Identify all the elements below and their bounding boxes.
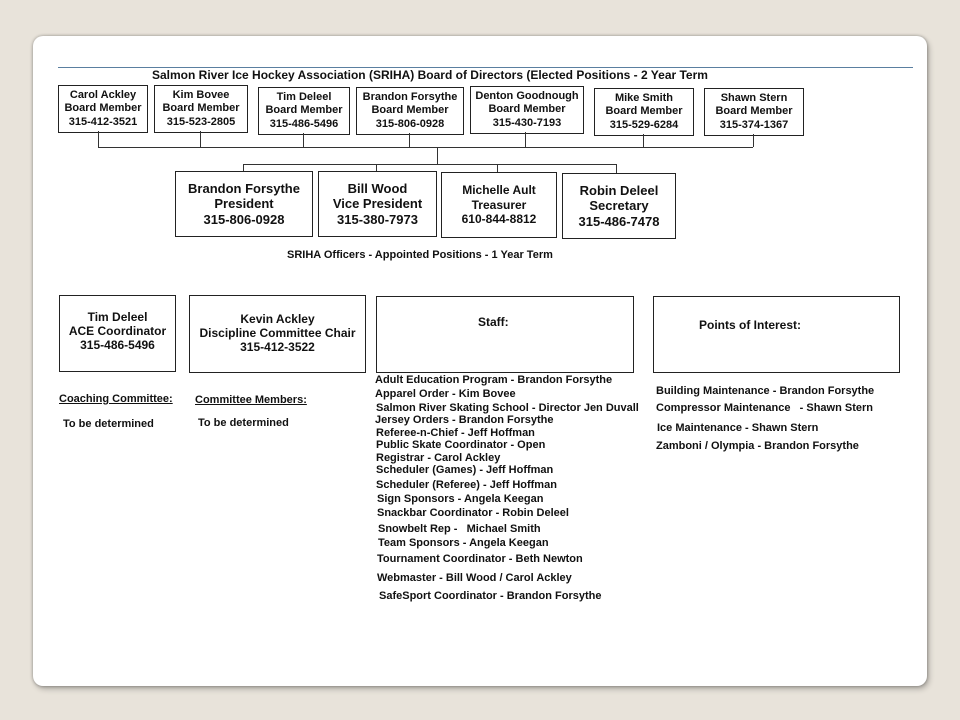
- officer-role: Secretary: [589, 198, 649, 214]
- member-name: Brandon Forsythe: [362, 91, 458, 104]
- officer-role: President: [214, 196, 274, 212]
- officer-box: [562, 173, 676, 239]
- member-phone: 315-412-3521: [68, 115, 138, 128]
- member-role: Board Member: [64, 102, 142, 115]
- member-name: Kim Bovee: [172, 89, 230, 102]
- officer-role: Treasurer: [471, 197, 527, 212]
- board-member-box: [154, 85, 248, 133]
- poi-item: Building Maintenance - Brandon Forsythe: [656, 385, 875, 397]
- coaching-committee-value: To be determined: [63, 418, 154, 430]
- officer-name: Michelle Ault: [462, 183, 536, 198]
- ace-name: Tim Deleel: [87, 310, 148, 324]
- board-connector-drop: [303, 133, 304, 147]
- staff-item: Scheduler (Referee) - Jeff Hoffman: [376, 479, 557, 491]
- board-connector-drop: [643, 134, 644, 147]
- staff-item: Snackbar Coordinator - Robin Deleel: [377, 507, 569, 519]
- board-member-box: [258, 87, 350, 135]
- board-connector-drop: [525, 132, 526, 147]
- officer-box: [318, 171, 437, 237]
- coaching-committee-label: Coaching Committee:: [59, 393, 173, 405]
- staff-item: Sign Sponsors - Angela Keegan: [377, 493, 544, 505]
- discipline-role: Discipline Committee Chair: [199, 326, 356, 340]
- member-phone: 315-523-2805: [166, 115, 236, 128]
- officer-phone: 315-806-0928: [203, 211, 285, 227]
- staff-item: Webmaster - Bill Wood / Carol Ackley: [377, 572, 572, 584]
- staff-item: Tournament Coordinator - Beth Newton: [377, 553, 583, 565]
- ace-phone: 315-486-5496: [80, 338, 155, 352]
- member-name: Tim Deleel: [276, 91, 332, 104]
- member-name: Shawn Stern: [720, 92, 788, 105]
- member-role: Board Member: [488, 103, 566, 116]
- staff-item: Apparel Order - Kim Bovee: [375, 388, 516, 400]
- discipline-box: [189, 295, 366, 373]
- officer-box: [175, 171, 313, 237]
- staff-item: SafeSport Coordinator - Brandon Forsythe: [379, 590, 602, 602]
- officer-phone: 610-844-8812: [461, 212, 537, 227]
- committee-members-value: To be determined: [198, 417, 289, 429]
- poi-item: Compressor Maintenance - Shawn Stern: [656, 402, 873, 414]
- member-phone: 315-430-7193: [492, 116, 562, 129]
- staff-box: [376, 296, 634, 373]
- ace-box: [59, 295, 176, 372]
- member-role: Board Member: [371, 104, 449, 117]
- member-phone: 315-486-5496: [269, 117, 339, 130]
- member-role: Board Member: [265, 104, 343, 117]
- member-name: Mike Smith: [614, 92, 674, 105]
- officer-connector-trunk: [437, 147, 438, 164]
- staff-item: Jersey Orders - Brandon Forsythe: [375, 414, 554, 426]
- poi-item: Zamboni / Olympia - Brandon Forsythe: [656, 440, 859, 452]
- officer-connector-drop: [497, 164, 498, 172]
- officer-name: Robin Deleel: [579, 182, 659, 198]
- board-member-box: [356, 87, 464, 135]
- discipline-phone: 315-412-3522: [240, 340, 315, 354]
- staff-item: Team Sponsors - Angela Keegan: [378, 537, 549, 549]
- member-role: Board Member: [162, 102, 240, 115]
- officer-connector-drop: [616, 164, 617, 173]
- points-of-interest-box: [653, 296, 900, 373]
- officer-connector-drop: [376, 164, 377, 171]
- board-member-box: [594, 88, 694, 136]
- poi-item: Ice Maintenance - Shawn Stern: [657, 422, 819, 434]
- staff-item: Salmon River Skating School - Director Jen Duvall: [376, 402, 639, 414]
- officer-connector-bar: [243, 164, 616, 165]
- staff-item: Public Skate Coordinator - Open: [376, 439, 546, 451]
- board-connector-drop: [98, 131, 99, 147]
- officer-phone: 315-380-7973: [337, 211, 418, 227]
- staff-item: Registrar - Carol Ackley: [376, 452, 501, 464]
- staff-item: Scheduler (Games) - Jeff Hoffman: [376, 464, 554, 476]
- board-member-box: [58, 85, 148, 133]
- officer-phone: 315-486-7478: [578, 213, 660, 229]
- board-connector-bar: [98, 147, 753, 148]
- board-connector-drop: [200, 131, 201, 147]
- staff-title: Staff:: [478, 315, 509, 329]
- board-title: Salmon River Ice Hockey Association (SRIHA) Board of Directors (Elected Positions - 2 Year Term: [152, 68, 708, 82]
- board-member-box: [704, 88, 804, 136]
- member-role: Board Member: [715, 105, 793, 118]
- staff-item: Referee-n-Chief - Jeff Hoffman: [376, 427, 535, 439]
- board-connector-drop: [409, 133, 410, 147]
- officer-box: [441, 172, 557, 238]
- member-name: Denton Goodnough: [475, 90, 579, 103]
- member-phone: 315-374-1367: [719, 118, 789, 131]
- discipline-name: Kevin Ackley: [240, 312, 315, 326]
- ace-role: ACE Coordinator: [68, 324, 167, 338]
- officer-name: Bill Wood: [347, 180, 408, 196]
- member-role: Board Member: [605, 105, 683, 118]
- officer-connector-drop: [243, 164, 244, 171]
- member-name: Carol Ackley: [69, 89, 137, 102]
- board-member-box: [470, 86, 584, 134]
- points-title: Points of Interest:: [699, 318, 802, 332]
- officer-role: Vice President: [332, 196, 423, 212]
- staff-item: Adult Education Program - Brandon Forsythe: [375, 374, 613, 386]
- staff-item: Snowbelt Rep - Michael Smith: [378, 523, 541, 535]
- appointed-title: SRIHA Officers - Appointed Positions - 1 Year Term: [287, 249, 553, 261]
- committee-members-label: Committee Members:: [195, 394, 307, 406]
- member-phone: 315-806-0928: [375, 117, 445, 130]
- board-connector-drop: [753, 134, 754, 147]
- officer-name: Brandon Forsythe: [188, 180, 300, 196]
- member-phone: 315-529-6284: [609, 118, 679, 131]
